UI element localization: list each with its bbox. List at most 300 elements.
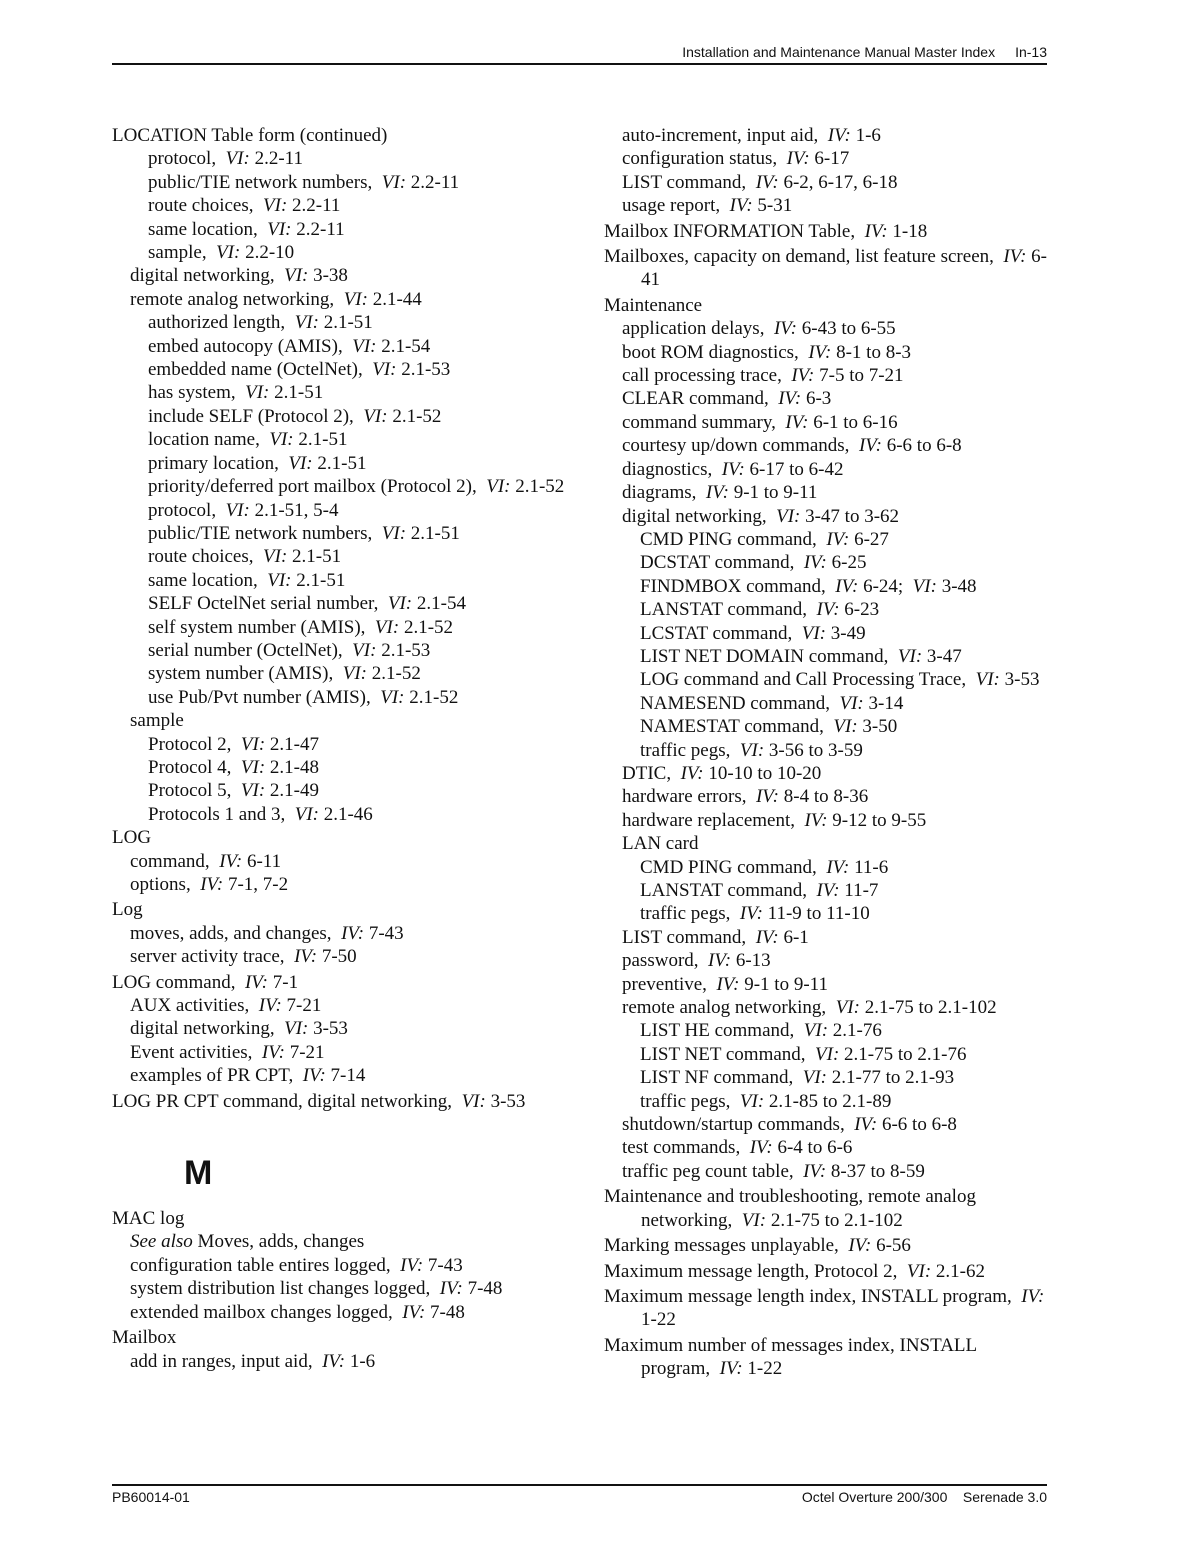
volume-label: IV: [341,922,365,944]
entry-term: Mailbox [112,1327,177,1349]
index-entry [130,1064,582,1087]
index-entry [148,218,582,241]
page-reference: 2.1-51, 5-4 [254,499,339,521]
entry-term: protocol, [148,499,217,521]
entry-term: FINDMBOX command, [640,575,826,597]
page-reference: 6-27 [854,528,889,550]
volume-label: IV: [749,1137,773,1159]
volume-label: VI: [912,575,937,597]
volume-label: IV: [826,856,850,878]
product-name: Octel Overture 200/300 [801,1489,948,1505]
page-reference: 3-49 [830,622,866,644]
index-entry [130,850,582,873]
index-entry [622,341,1049,364]
entry-term: Protocol 4, [148,756,232,778]
volume-label: IV: [439,1278,463,1300]
volume-label: VI: [839,692,864,714]
page-reference: 9-12 to 9-55 [832,809,927,831]
page-reference: 2.1-49 [269,780,319,802]
entry-term: diagnostics, [622,458,713,480]
page-reference: 2.1-75 to 2.1-102 [864,997,997,1019]
entry-term: configuration status, [622,148,778,170]
index-entry [148,405,582,428]
page-reference: 2.1-48 [269,756,319,778]
volume-label: VI: [975,669,1000,691]
index-entry [130,1041,582,1064]
volume-label: VI: [835,997,860,1019]
index-entries-l [112,124,582,1113]
entry-term: location name, [148,429,260,451]
see-also-label: See also [130,1231,198,1253]
index-entry [148,241,582,264]
index-entry [622,364,1049,387]
volume-label: VI: [294,312,319,334]
entry-term: LIST command, [622,926,747,948]
volume-label: VI: [263,546,288,568]
entry-term: configuration table entires logged, [130,1254,391,1276]
index-entry [130,994,582,1017]
page-reference: 2.1-51 [292,546,342,568]
entry-term: has system, [148,382,236,404]
running-footer [112,1484,1047,1505]
page-reference: 1-22 [747,1358,783,1380]
entry-term: options, [130,874,191,895]
entry-term: examples of PR CPT, [130,1065,294,1087]
entry-term: LIST NET command, [640,1043,806,1065]
page-reference: 2.1-75 to 2.1-102 [770,1209,903,1231]
volume-label: VI: [284,1018,309,1040]
index-entry [622,481,1049,504]
entry-term: traffic pegs, [640,739,731,761]
index-entry [112,971,582,994]
index-entry [148,358,582,381]
entry-term: remote analog networking, [130,288,335,310]
page-reference: 7-1 [272,971,299,993]
entry-term: LANSTAT command, [640,880,808,901]
volume-label: IV: [827,125,851,146]
page-reference: 2.1-85 to 2.1-89 [768,1090,892,1112]
entry-term: Maximum message length index, INSTALL program, [604,1285,1012,1307]
index-entry [148,756,582,779]
volume-label: IV: [322,1350,346,1372]
entry-term: Mailboxes, capacity on demand, list feature screen, [604,246,994,268]
volume-label: VI: [294,803,319,825]
entry-term: Log [112,899,143,921]
page-reference: 7-48 [467,1278,503,1300]
page-reference: 2.1-76 [832,1020,882,1042]
entry-term: Protocol 2, [148,733,232,755]
volume-label: VI: [363,405,388,427]
index-entry [604,668,1049,691]
page-reference: 8-4 to 8-36 [783,786,869,808]
page-reference: 2.1-52 [392,405,442,427]
page-reference: 11-9 to 11-10 [767,903,870,925]
volume-label: VI: [240,756,266,778]
entry-term: LOCATION Table form (continued) [112,125,388,146]
volume-label: IV: [826,528,850,550]
page-reference: 8-37 to 8-59 [830,1160,925,1182]
volume-label: IV: [261,1041,285,1063]
volume-label: IV: [244,971,269,993]
index-entry [622,949,1049,972]
volume-label: VI: [342,663,367,685]
page-reference: 2.1-52 [371,663,421,685]
page-reference: 2.1-52 [409,686,459,708]
entry-term: test commands, [622,1137,741,1159]
page-reference: 3-47 [926,645,962,667]
entry-term: sample [130,710,184,732]
entry-term: hardware errors, [622,786,747,808]
volume-label: VI: [352,639,377,661]
volume-label: VI: [284,265,309,287]
index-entry [112,124,582,147]
volume-label: VI: [269,429,294,451]
entry-term: LAN card [622,833,699,855]
page-reference: 2.1-51 [296,569,346,591]
page-reference: 6-6 to 6-8 [881,1114,957,1136]
entry-term: Protocol 5, [148,780,232,802]
volume-label: VI: [381,171,407,193]
entry-term: Protocols 1 and 3, [148,803,286,825]
entry-term: call processing trace, [622,365,782,387]
entry-term: password, [622,950,699,972]
page-reference: 2.1-51 [317,452,367,474]
page-reference: 2.1-47 [269,733,319,755]
page-reference: 3-56 to 3-59 [768,739,863,761]
volume-label: IV: [816,880,840,901]
page-reference: 6-2, 6-17, 6-18 [783,171,898,193]
volume-label: VI: [263,195,288,217]
index-entry [130,1254,582,1277]
page-number: In-13 [1015,44,1047,60]
index-entry [622,973,1049,996]
index-entry [622,147,1049,170]
volume-label: VI: [776,505,801,527]
page-reference: 7-5 to 7-21 [819,365,904,387]
index-entry [622,996,1049,1019]
page-reference: 6-3 [805,388,832,410]
index-entry [622,926,1049,949]
page-reference: 6-17 to 6-42 [749,458,844,480]
index-entry [622,1136,1049,1159]
entry-term: digital networking, [130,1018,275,1040]
page-reference: 1-22 [641,1309,676,1331]
index-entry [148,569,582,592]
page-reference: 2.1-53 [381,639,431,661]
volume-label: VI: [267,218,292,240]
page-reference: 2.1-54 [381,335,431,357]
page-reference: 7-14 [330,1065,366,1087]
entry-term: self system number (AMIS), [148,616,366,638]
entry-term: Maintenance and troubleshooting, remote analog networking, [604,1186,976,1231]
release-name: Serenade 3.0 [962,1489,1047,1505]
index-entry [622,809,1049,832]
entry-term: Moves, adds, changes [197,1231,365,1253]
running-header [112,44,1047,65]
index-entry [604,1234,1049,1257]
index-entry [640,856,1049,879]
entry-term: add in ranges, input aid, [130,1350,313,1372]
entry-term: CMD PING command, [640,856,817,878]
entry-term: CLEAR command, [622,388,769,410]
index-entry [622,194,1049,217]
volume-label: VI: [225,499,250,521]
volume-label: IV: [1003,246,1027,268]
volume-label: IV: [755,926,779,948]
page-reference: 3-53 [1004,669,1040,691]
section-letter: M [184,1154,213,1193]
volume-label: IV: [721,458,745,480]
entry-term: priority/deferred port mailbox (Protocol 2), [148,476,477,498]
entry-term: include SELF (Protocol 2), [148,405,354,427]
index-entry [148,592,582,615]
entry-term: Event activities, [130,1041,253,1063]
entry-term: primary location, [148,452,279,474]
page-reference: 2.1-51 [274,382,324,404]
entry-term: LOG command, [112,971,236,993]
index-entry [622,832,1049,855]
volume-label: IV: [848,1235,872,1257]
index-entry [640,622,1049,645]
index-entry [622,458,1049,481]
index-entry [112,826,582,849]
volume-label: IV: [816,599,840,621]
page-reference: 7-21 [289,1041,325,1063]
index-entry [640,692,1049,715]
entry-term: Marking messages unplayable, [604,1235,839,1257]
volume-label: IV: [755,171,779,193]
entry-term: system number (AMIS), [148,663,334,685]
index-entry [640,1066,1049,1089]
index-entry [148,545,582,568]
index-entry [148,616,582,639]
volume-label: VI: [372,359,397,381]
entry-term: route choices, [148,195,254,217]
entry-term: AUX activities, [130,995,250,1017]
page-reference: 3-14 [868,692,904,714]
volume-label: VI: [225,148,250,170]
volume-label: VI: [486,476,511,498]
volume-label: IV: [729,195,753,217]
volume-label: IV: [294,946,318,968]
page-reference: 2.1-44 [372,288,422,310]
volume-label: VI: [374,616,400,638]
entry-term: LCSTAT command, [640,622,793,644]
page-reference: 10-10 to 10-20 [708,762,822,784]
volume-label: IV: [786,148,810,170]
volume-label: IV: [680,762,704,784]
entry-term: use Pub/Pvt number (AMIS), [148,686,371,708]
index-entry [622,411,1049,434]
entry-term: Maximum message length, Protocol 2, [604,1260,898,1282]
index-entry [148,639,582,662]
page-reference: 7-48 [430,1301,465,1323]
entry-term: Maximum number of messages index, INSTALL program, [604,1334,977,1380]
page-reference: 3-47 to 3-62 [805,505,900,527]
page-reference: 2.1-52 [403,616,454,638]
index-entry [112,1326,582,1349]
entry-term: digital networking, [622,505,767,527]
volume-label: IV: [705,482,729,504]
page-reference: 7-43 [427,1254,463,1276]
entry-term: CMD PING command, [640,528,817,550]
index-entry [148,522,582,545]
index-entry [622,317,1049,340]
index-entry [130,945,582,968]
entry-term: SELF OctelNet serial number, [148,593,379,615]
entry-term: serial number (OctelNet), [148,639,343,661]
entry-term: LANSTAT command, [640,599,808,621]
page-reference: 3-50 [862,716,898,738]
entry-term: server activity trace, [130,946,285,968]
page-reference: 6-1 to 6-16 [813,411,898,433]
entry-term: embed autocopy (AMIS), [148,335,343,357]
entry-term: traffic pegs, [640,1090,731,1112]
volume-label: VI: [833,716,858,738]
entry-term: authorized length, [148,312,286,334]
entry-term: route choices, [148,546,254,568]
volume-label: IV: [200,874,224,895]
index-entry [148,311,582,334]
volume-label: VI: [801,622,826,644]
entry-term: boot ROM diagnostics, [622,341,799,363]
page-reference: 2.2-11 [254,148,303,170]
entry-term: same location, [148,218,258,240]
index-entry [640,739,1049,762]
index-entry [130,1017,582,1040]
page-reference: 3-38 [313,265,348,287]
index-entry [130,264,582,287]
manual-title: Installation and Maintenance Manual Master Index [682,44,996,60]
entry-term: usage report, [622,195,721,217]
volume-label: IV: [719,1358,743,1380]
entry-term: command summary, [622,411,776,433]
entry-term: LIST NET DOMAIN command, [640,645,889,667]
entry-term: LIST NF command, [640,1067,794,1089]
entry-term: moves, adds, and changes, [130,922,332,944]
index-entry [622,505,1049,528]
page-reference: 8-1 to 8-3 [836,341,912,363]
volume-label: IV: [773,318,797,340]
entry-term: traffic pegs, [640,903,731,925]
index-entry [622,434,1049,457]
entry-term: Maintenance [604,294,703,316]
page-reference: 2.1-51 [323,312,373,334]
index-entry [640,902,1049,925]
index-entry [640,551,1049,574]
entry-term: courtesy up/down commands, [622,435,850,457]
entry-term: remote analog networking, [622,997,827,1019]
index-entry [130,1277,582,1300]
volume-label: VI: [802,1067,827,1089]
page-reference: 3-53 [313,1018,348,1040]
volume-label: IV: [858,435,882,457]
page-reference: 2.2-11 [296,218,345,240]
page-reference: 6-43 to 6-55 [801,318,896,340]
entry-term: public/TIE network numbers, [148,171,373,193]
volume-label: VI: [381,522,407,544]
volume-label: VI: [240,780,266,802]
index-entry [148,803,582,826]
page-reference: 7-50 [321,946,357,968]
entry-term: LIST HE command, [640,1020,795,1042]
page-reference: 2.1-51 [298,429,348,451]
index-column-left [112,124,582,1373]
entry-term: digital networking, [130,265,275,287]
page-reference: 11-7 [844,880,879,901]
index-entry [604,220,1049,243]
volume-label: VI: [461,1090,486,1112]
volume-label: VI: [897,645,923,667]
document-id: PB60014-01 [112,1489,190,1505]
volume-label: IV: [219,850,243,872]
page-reference: 1-18 [892,220,928,242]
index-entry [148,335,582,358]
volume-label: IV: [864,220,888,242]
entry-term: preventive, [622,973,707,995]
volume-label: IV: [1021,1285,1045,1307]
index-entry [604,1334,1049,1381]
volume-label: VI: [803,1020,829,1042]
entry-term: hardware replacement, [622,809,796,831]
volume-label: VI: [741,1209,767,1231]
index-entry [640,645,1049,668]
index-entry [640,1043,1049,1066]
volume-label: VI: [267,569,292,591]
entry-term: LOG command and Call Processing Trace, [640,669,967,691]
entry-term: LOG PR CPT command, digital networking, [112,1090,453,1112]
index-entry [622,762,1049,785]
page-reference: 2.2-11 [410,171,460,193]
page-reference: 7-21 [286,995,322,1017]
volume-label: VI: [739,739,765,761]
index-entry [622,171,1049,194]
page-reference: 9-1 to 9-11 [744,973,828,995]
page-reference: 6-41 [641,246,1047,291]
index-entry [622,1160,1049,1183]
index-entry [640,575,1049,598]
page-reference: 2.1-54 [416,593,466,615]
volume-label: VI: [380,686,405,708]
index-entry [148,499,582,522]
index-entry [112,475,582,498]
entry-term: sample, [148,242,207,264]
index-entry [640,715,1049,738]
entry-term: LIST command, [622,171,747,193]
index-entries-m [112,1207,582,1373]
volume-label: VI: [240,733,266,755]
volume-label: IV: [785,411,809,433]
page-reference: 6-23 [844,599,880,621]
page-reference: 3-53 [490,1090,526,1112]
page-reference: 6-25 [831,552,867,574]
index-entry [130,922,582,945]
index-entry [148,428,582,451]
entry-term: shutdown/startup commands, [622,1114,845,1136]
index-entry [130,1350,582,1373]
index-entry [640,1019,1049,1042]
volume-label: IV: [400,1254,424,1276]
entry-term: Mailbox INFORMATION Table, [604,220,856,242]
page-reference: 2.1-52 [515,476,565,498]
index-entry [604,1185,1049,1232]
index-entry [604,1285,1049,1332]
volume-label: IV: [716,973,740,995]
volume-label: VI: [815,1043,840,1065]
volume-label: IV: [708,950,732,972]
volume-label: VI: [245,382,270,404]
page-reference: 11-6 [854,856,889,878]
